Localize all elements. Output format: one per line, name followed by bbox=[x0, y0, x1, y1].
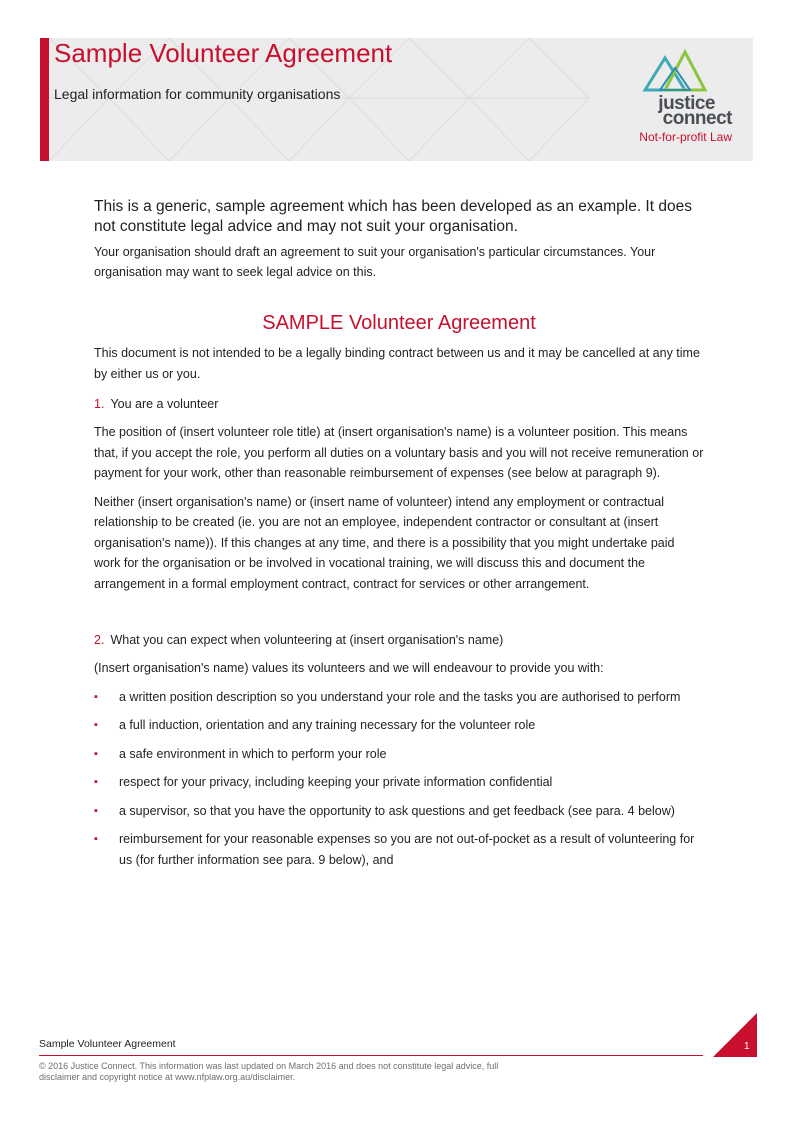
section-2-intro: (Insert organisation's name) values its volunteers and we will endeavour to provide you with: bbox=[94, 661, 604, 675]
section-2-title: What you can expect when volunteering at (insert organisation's name) bbox=[110, 633, 504, 647]
logo-word-justice: justice bbox=[658, 93, 715, 114]
agreement-heading: SAMPLE Volunteer Agreement bbox=[262, 312, 536, 334]
bullet-icon: ▪ bbox=[94, 776, 98, 788]
footer-document-label: Sample Volunteer Agreement bbox=[39, 1038, 176, 1050]
header-accent-bar bbox=[40, 38, 49, 161]
section-2-heading bbox=[94, 630, 704, 650]
document-title: Sample Volunteer Agreement bbox=[54, 38, 393, 68]
list-item bbox=[94, 772, 704, 793]
section-1-title: You are a volunteer bbox=[110, 397, 219, 411]
list-item-text: a supervisor, so that you have the opportunity to ask questions and get feedback (see para. 4 below) bbox=[119, 803, 675, 818]
logo-tagline: Not-for-profit Law bbox=[639, 130, 732, 144]
footer-divider bbox=[39, 1055, 703, 1056]
section-1-paragraph-2: Neither (insert organisation's name) or (insert name of volunteer) intend any employment or contractual relationship to be created (ie. you are not an employee, independent contractor or consultant at (insert organisation's name)). If this changes at any time, and there is a possibility that you might undertake paid work for the organisation or be involved in vocational training, we will discuss this and document the arrangement in a formal employment contract, contract for services or other arrangement. bbox=[94, 494, 675, 591]
list-item-text: respect for your privacy, including keeping your private information confidential bbox=[119, 775, 553, 789]
list-item bbox=[94, 715, 704, 736]
logo-word-connect: connect bbox=[662, 108, 732, 129]
list-item-text: a safe environment in which to perform your role bbox=[119, 746, 387, 761]
document-subtitle: Legal information for community organisations bbox=[54, 86, 341, 102]
list-item bbox=[94, 801, 704, 822]
list-item-text: a full induction, orientation and any training necessary for the volunteer role bbox=[119, 718, 536, 732]
bullet-icon: ▪ bbox=[94, 804, 98, 817]
page-number: 1 bbox=[744, 1041, 750, 1052]
intro-note: Your organisation should draft an agreement to suit your organisation's particular circumstances. Your organisation may want to seek legal advice on this. bbox=[94, 245, 656, 279]
bullet-icon: ▪ bbox=[94, 690, 98, 703]
list-item bbox=[94, 687, 704, 708]
list-item bbox=[94, 829, 704, 870]
list-item-text: reimbursement for your reasonable expenses so you are not out-of-pocket as a result of volunteering for us (for further information see para. 9 below), and bbox=[119, 832, 695, 867]
bullet-icon: ▪ bbox=[94, 747, 98, 760]
bullet-icon: ▪ bbox=[94, 833, 98, 845]
justice-connect-logo bbox=[630, 48, 740, 148]
document-body bbox=[94, 197, 704, 878]
section-1-number: 1. bbox=[94, 397, 105, 411]
intro-lead: This is a generic, sample agreement which has been developed as an example. It does not constitute legal advice and may not suit your organisation. bbox=[94, 198, 692, 235]
bullet-icon: ▪ bbox=[94, 719, 98, 731]
list-item-text: a written position description so you understand your role and the tasks you are authorised to perform bbox=[119, 689, 681, 704]
expectations-list bbox=[94, 687, 704, 871]
section-2-number: 2. bbox=[94, 633, 105, 647]
agreement-preamble: This document is not intended to be a legally binding contract between us and it may be cancelled at any time by either us or you. bbox=[94, 346, 700, 381]
footer-disclaimer: © 2016 Justice Connect. This information was last updated on March 2016 and does not constitute legal advice, full disclaimer and copyright notice at www.nfplaw.org.au/disclaimer. bbox=[39, 1061, 499, 1082]
section-1-paragraph-1: The position of (insert volunteer role title) at (insert organisation's name) is a volunteer position. This means that, if you accept the role, you perform all duties on a voluntary basis and you will not receive remuneration or payment for your work, other than reasonable reimbursement of expenses (see below at paragraph 9). bbox=[94, 425, 704, 480]
logo-mountains-icon bbox=[640, 48, 710, 93]
section-1-heading bbox=[94, 394, 704, 414]
page-corner-triangle-icon bbox=[713, 1013, 757, 1057]
list-item bbox=[94, 744, 704, 765]
